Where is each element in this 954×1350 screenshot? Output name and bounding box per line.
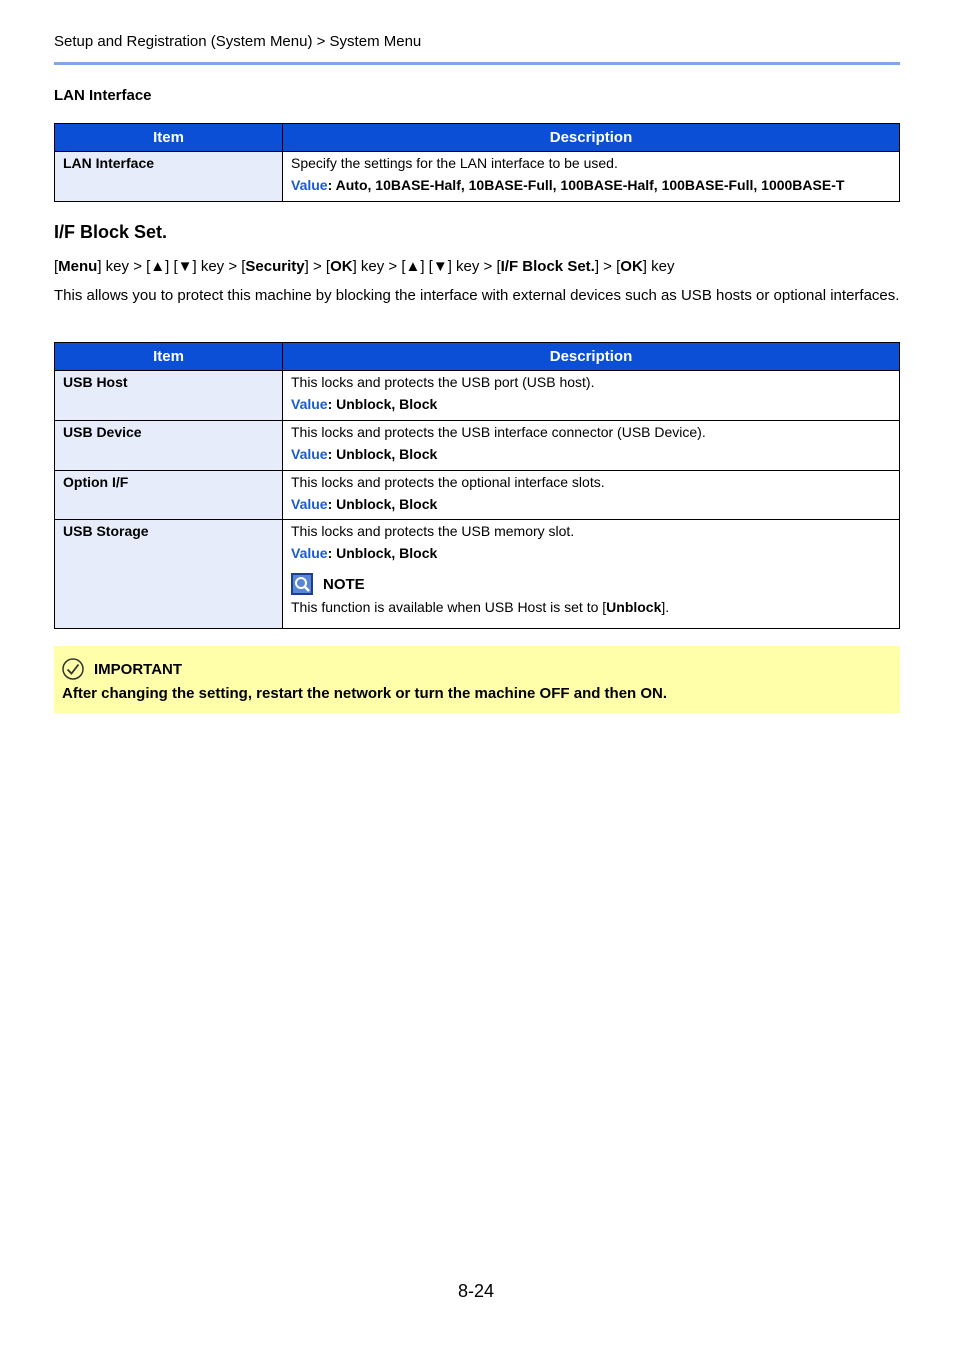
row-description <box>283 152 900 202</box>
description-text: This locks and protects the USB port (USB host). <box>291 374 595 390</box>
row-item <box>55 152 283 202</box>
table-row <box>55 152 900 202</box>
column-header-description: Description <box>283 343 900 371</box>
item-label: USB Storage <box>63 523 149 539</box>
row-description <box>283 471 900 520</box>
key-path-text: ] key <box>642 258 675 275</box>
value-options: : Unblock, Block <box>327 396 438 412</box>
note-text-part: This function is available when USB Host is set to [ <box>291 599 607 615</box>
key-path <box>54 258 674 275</box>
description-text: Specify the settings for the LAN interface to be used. <box>291 155 618 171</box>
row-description <box>283 421 900 471</box>
table-row <box>55 421 900 471</box>
row-item <box>55 471 283 520</box>
column-header-item: Item <box>55 343 283 371</box>
key-path-text: ] > [ <box>594 258 621 275</box>
table-row <box>55 371 900 421</box>
value-options: : Unblock, Block <box>327 446 438 462</box>
ifblock-key: I/F Block Set. <box>500 258 595 275</box>
item-label: LAN Interface <box>63 155 155 171</box>
value-line <box>291 443 891 465</box>
checkmark-circle-icon <box>62 658 84 680</box>
column-header-item: Item <box>55 124 283 152</box>
row-item <box>55 371 283 421</box>
description-text: This locks and protects the optional interface slots. <box>291 474 605 490</box>
value-line <box>291 174 891 196</box>
page-number: 8-24 <box>458 1281 495 1301</box>
key-path-text: ] key > [▲] [▼] key > [ <box>97 258 246 275</box>
menu-key: Menu <box>58 258 98 275</box>
column-header-description: Description <box>283 124 900 152</box>
note-text-bold: Unblock <box>606 599 662 615</box>
note-icon <box>291 573 313 595</box>
lan-section-title: LAN Interface <box>54 87 152 104</box>
if-block-table <box>54 342 900 629</box>
key-path-text: [ <box>54 258 59 275</box>
note-text <box>291 596 891 618</box>
item-label: USB Host <box>63 374 128 390</box>
value-line <box>291 393 891 415</box>
row-item <box>55 421 283 471</box>
value-label: Value <box>291 396 328 412</box>
description-text: This locks and protects the USB interface connector (USB Device). <box>291 424 706 440</box>
row-description <box>283 520 900 629</box>
section-description: This allows you to protect this machine by blocking the interface with external devices such as USB hosts or optional interfaces. <box>54 287 900 304</box>
important-header <box>62 658 182 680</box>
security-key: Security <box>245 258 305 275</box>
row-description <box>283 371 900 421</box>
value-line <box>291 493 891 515</box>
value-label: Value <box>291 446 328 462</box>
section-heading: I/F Block Set. <box>54 222 168 242</box>
item-label: Option I/F <box>63 474 129 490</box>
breadcrumb: Setup and Registration (System Menu) > System Menu <box>54 33 422 50</box>
key-path-text: ] > [ <box>304 258 331 275</box>
important-text: After changing the setting, restart the network or turn the machine OFF and then ON. <box>62 685 668 702</box>
table-header-row <box>55 343 900 371</box>
value-options: : Unblock, Block <box>327 545 438 561</box>
ok-key: OK <box>330 258 353 275</box>
important-box <box>54 646 900 713</box>
value-options: : Auto, 10BASE-Half, 10BASE-Full, 100BASE-Half, 100BASE-Full, 1000BASE-T <box>327 177 845 193</box>
important-title: IMPORTANT <box>94 660 183 678</box>
note-title: NOTE <box>323 575 365 593</box>
note-header <box>291 572 891 596</box>
item-label: USB Device <box>63 424 142 440</box>
value-label: Value <box>291 496 328 512</box>
value-line <box>291 542 891 564</box>
key-path-text: ] key > [▲] [▼] key > [ <box>352 258 501 275</box>
ok-key: OK <box>620 258 643 275</box>
description-text: This locks and protects the USB memory slot. <box>291 523 575 539</box>
value-label: Value <box>291 177 328 193</box>
row-item <box>55 520 283 629</box>
table-row <box>55 471 900 520</box>
header-rule <box>54 62 900 65</box>
value-options: : Unblock, Block <box>327 496 438 512</box>
table-row <box>55 520 900 629</box>
table-header-row <box>55 124 900 152</box>
value-label: Value <box>291 545 328 561</box>
note-text-part: ]. <box>661 599 670 615</box>
lan-interface-table <box>54 123 900 202</box>
